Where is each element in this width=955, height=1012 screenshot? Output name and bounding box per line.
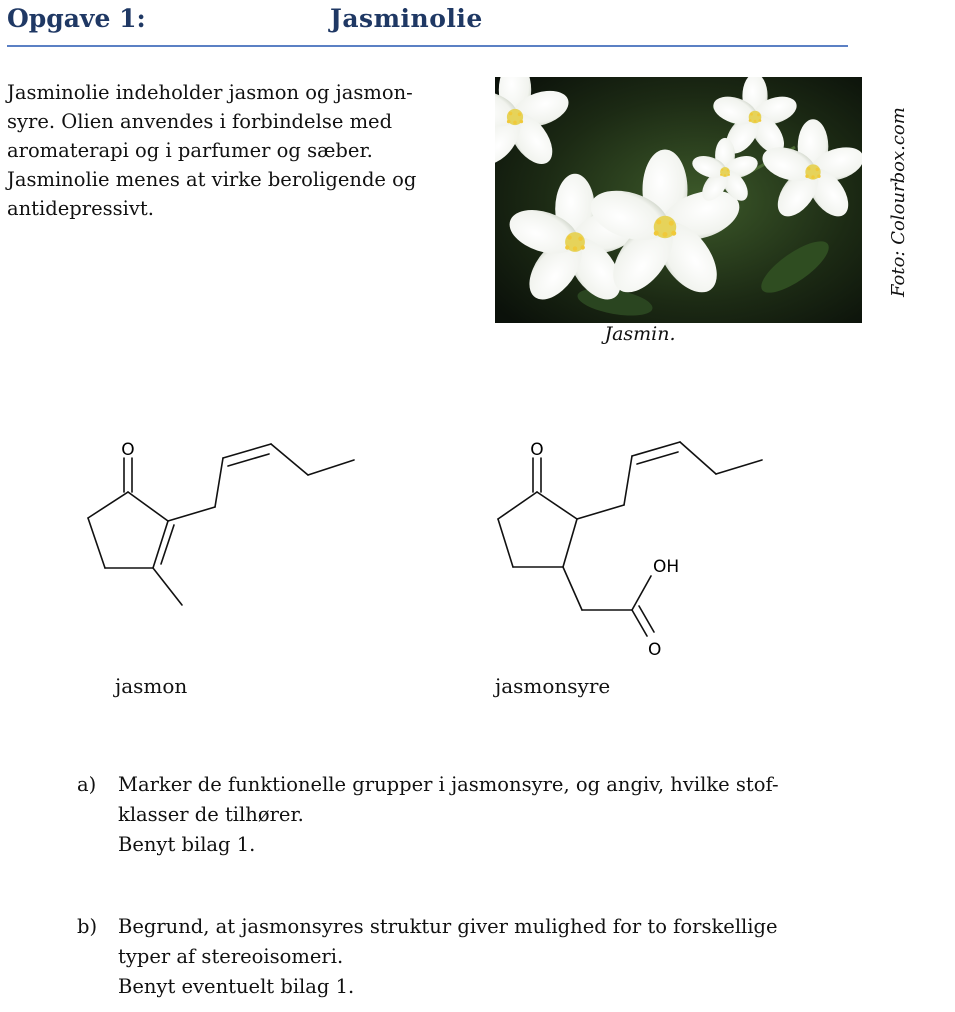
intro-line: syre. Olien anvendes i forbindelse med [7,110,393,133]
jasmon-bonds [88,444,354,605]
question-line: Benyt eventuelt bilag 1. [118,975,355,998]
jasmonsyre-label: jasmonsyre [495,674,611,698]
question-a [77,770,867,860]
question-line: klasser de tilhører. [118,803,304,826]
question-line: Benyt bilag 1. [118,833,256,856]
intro-line: Jasminolie indeholder jasmon og jasmon- [7,81,413,104]
photo-credit-text: Foto: Colourbox.com [888,107,909,297]
question-b [77,912,867,1002]
header-rule [7,45,848,47]
exercise-number: Opgave 1: [7,4,146,33]
jasmonsyre-skeletal-formula [470,430,790,670]
question-letter: b) [77,915,98,938]
page-header [7,2,848,46]
jasmine-photo [495,77,862,323]
jasmonsyre-bonds [498,442,762,636]
jasmonsyre-structure [470,430,790,670]
intro-line: antidepressivt. [7,197,154,220]
photo-credit [860,97,909,297]
question-text [118,912,867,1002]
jasmon-structure [60,430,380,630]
jasmon-label: jasmon [115,674,188,698]
question-line: Marker de funktionelle grupper i jasmonsyre, og angiv, hvilke stof- [118,773,779,796]
jasmine-flower-image [495,77,862,323]
intro-paragraph [7,78,467,223]
intro-line: Jasminolie menes at virke beroligende og [7,168,417,191]
page-title: Jasminolie [330,4,483,33]
photo-caption: Jasmin. [604,323,676,345]
jasmon-skeletal-formula [60,430,380,630]
intro-line: aromaterapi og i parfumer og sæber. [7,139,373,162]
question-text [118,770,867,860]
jasmonsyre-acid-oh: OH [653,557,680,577]
question-line: typer af stereoisomeri. [118,945,344,968]
question-line: Begrund, at jasmonsyres struktur giver mulighed for to forskellige [118,915,778,938]
jasmonsyre-ketone-o: O [530,440,544,460]
jasmon-ketone-o: O [121,440,135,460]
question-letter: a) [77,773,97,796]
jasmonsyre-acid-o: O [648,640,662,660]
